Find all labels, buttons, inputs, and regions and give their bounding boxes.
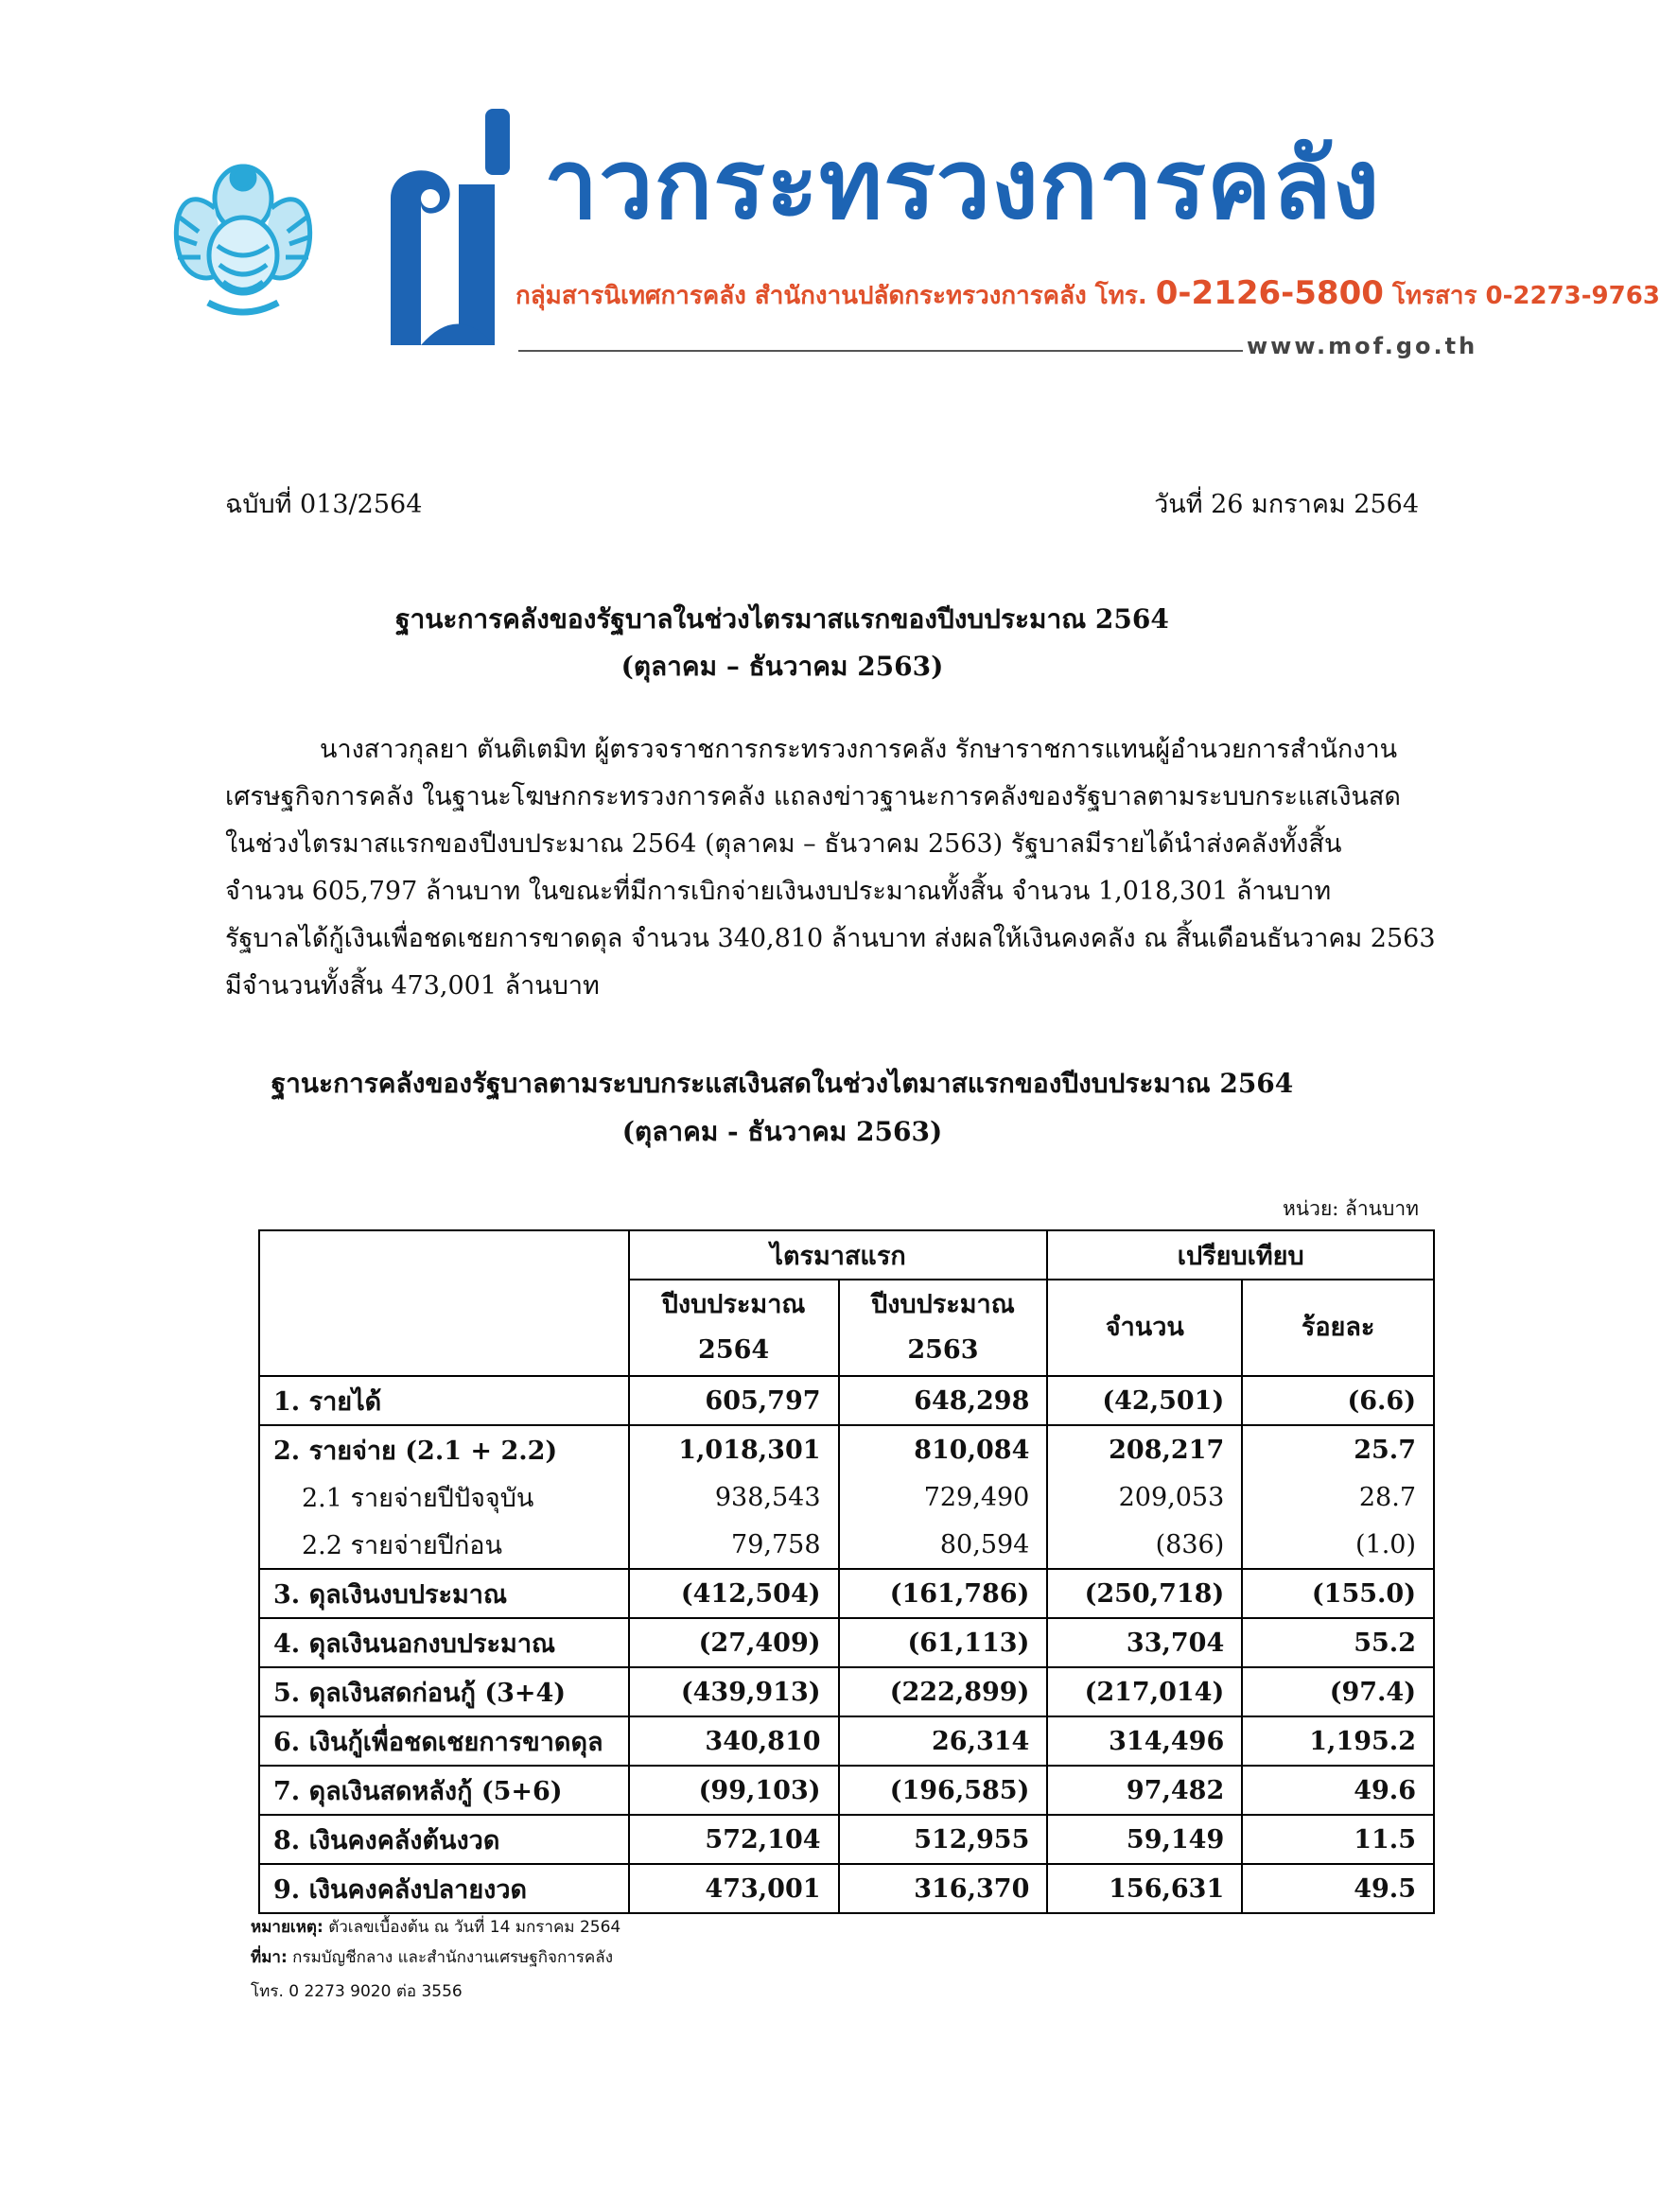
table-title-line2: (ตุลาคม - ธันวาคม 2563) [621, 1116, 943, 1147]
cell-amount: 59,149 [1047, 1815, 1242, 1864]
row-label: 4. ดุลเงินนอกงบประมาณ [259, 1618, 629, 1667]
body-line: นางสาวกุลยา ตันติเตมิท ผู้ตรวจราชการกระทรวงการคลัง รักษาราชการแทนผู้อำนวยการสำนักงาน [320, 735, 1398, 764]
table-row [259, 1569, 1434, 1618]
table-row [259, 1425, 1434, 1473]
garuda-emblem-icon [161, 142, 326, 322]
table-row [259, 1521, 1434, 1569]
cell-fy2563: 80,594 [839, 1521, 1048, 1569]
col-header-fy2564 [629, 1280, 839, 1376]
source-text: กรมบัญชีกลาง และสำนักงานเศรษฐกิจการคลัง [292, 1948, 614, 1967]
col-header-text: ปีงบประมาณ [661, 1290, 806, 1319]
cell-amount: 156,631 [1047, 1864, 1242, 1913]
body-line: มีจำนวนทั้งสิ้น 473,001 ล้านบาท [225, 971, 600, 1001]
row-label: 8. เงินคงคลังต้นงวด [259, 1815, 629, 1864]
cell-fy2564: 473,001 [629, 1864, 839, 1913]
cell-percent: (6.6) [1242, 1376, 1434, 1425]
group-header-compare: เปรียบเทียบ [1047, 1230, 1434, 1280]
source-note [251, 1944, 613, 1970]
letterhead-divider [518, 350, 1243, 352]
table-title-line1: ฐานะการคลังของรัฐบาลตามระบบกระแสเงินสดในช่วงไตมาสแรกของปีงบประมาณ 2564 [271, 1068, 1294, 1099]
cell-amount: (42,501) [1047, 1376, 1242, 1425]
table-row [259, 1473, 1434, 1521]
cell-percent: (155.0) [1242, 1569, 1434, 1618]
cell-amount: 208,217 [1047, 1425, 1242, 1473]
cell-amount: 209,053 [1047, 1473, 1242, 1521]
group-header-quarter: ไตรมาสแรก [629, 1230, 1048, 1280]
row-label: 2. รายจ่าย (2.1 + 2.2) [259, 1425, 629, 1473]
cell-amount: 33,704 [1047, 1618, 1242, 1667]
cell-fy2563: 512,955 [839, 1815, 1048, 1864]
cell-fy2564: (412,504) [629, 1569, 839, 1618]
col-header-percent: ร้อยละ [1242, 1280, 1434, 1376]
cell-amount: (217,014) [1047, 1667, 1242, 1716]
remark-note [251, 1914, 620, 1940]
issue-number: ฉบับที่ 013/2564 [225, 490, 423, 519]
letterhead-subtitle [515, 270, 1660, 316]
cell-percent: 49.6 [1242, 1766, 1434, 1815]
cell-percent: (97.4) [1242, 1667, 1434, 1716]
source-label: ที่มา: [251, 1948, 288, 1967]
col-header-year: 2563 [907, 1335, 979, 1365]
body-line: รัฐบาลได้กู้เงินเพื่อชดเชยการขาดดุล จำนวน 340,810 ล้านบาท ส่งผลให้เงินคงคลัง ณ สิ้นเดือนธันวาคม 2563 [225, 924, 1436, 953]
cell-fy2564: (439,913) [629, 1667, 839, 1716]
table-row [259, 1716, 1434, 1766]
subtitle-fax: โทรสาร 0-2273-9763 [1391, 282, 1660, 310]
newsletter-title: าวกระทรวงการคลัง [544, 129, 1381, 241]
cell-fy2564: 1,018,301 [629, 1425, 839, 1473]
cell-percent: 1,195.2 [1242, 1716, 1434, 1766]
row-label: 2.2 รายจ่ายปีก่อน [259, 1521, 629, 1569]
remark-label: หมายเหตุ: [251, 1918, 323, 1937]
row-label: 5. ดุลเงินสดก่อนกู้ (3+4) [259, 1667, 629, 1716]
cell-amount: 314,496 [1047, 1716, 1242, 1766]
table-row [259, 1815, 1434, 1864]
headline-line2: (ตุลาคม – ธันวาคม 2563) [620, 651, 944, 682]
col-header-fy2563 [839, 1280, 1048, 1376]
remark-text: ตัวเลขเบื้องต้น ณ วันที่ 14 มกราคม 2564 [328, 1918, 621, 1937]
cell-fy2563: 729,490 [839, 1473, 1048, 1521]
cell-fy2564: 938,543 [629, 1473, 839, 1521]
logo-letter-kho-icon [364, 109, 530, 345]
table-row [259, 1864, 1434, 1913]
row-label: 2.1 รายจ่ายปีปัจจุบัน [259, 1473, 629, 1521]
cell-fy2563: (61,113) [839, 1618, 1048, 1667]
cell-percent: 55.2 [1242, 1618, 1434, 1667]
cell-fy2564: 79,758 [629, 1521, 839, 1569]
body-paragraph [225, 726, 1436, 1010]
cell-percent: 25.7 [1242, 1425, 1434, 1473]
cell-amount: (836) [1047, 1521, 1242, 1569]
table-corner-cell [259, 1230, 629, 1376]
subtitle-office: กลุ่มสารนิเทศการคลัง สำนักงานปลัดกระทรวงการคลัง โทร. [515, 282, 1147, 310]
row-label: 7. ดุลเงินสดหลังกู้ (5+6) [259, 1766, 629, 1815]
body-line: เศรษฐกิจการคลัง ในฐานะโฆษกกระทรวงการคลัง แถลงข่าวฐานะการคลังของรัฐบาลตามระบบกระแสเงินสด [225, 782, 1401, 811]
table-row [259, 1766, 1434, 1815]
cell-fy2563: 316,370 [839, 1864, 1048, 1913]
row-label: 1. รายได้ [259, 1376, 629, 1425]
unit-label: หน่วย: ล้านบาท [1282, 1197, 1419, 1220]
cell-amount: (250,718) [1047, 1569, 1242, 1618]
cell-fy2563: (222,899) [839, 1667, 1048, 1716]
cell-fy2563: 648,298 [839, 1376, 1048, 1425]
col-header-amount: จำนวน [1047, 1280, 1242, 1376]
cell-amount: 97,482 [1047, 1766, 1242, 1815]
cell-percent: (1.0) [1242, 1521, 1434, 1569]
contact-phone: โทร. 0 2273 9020 ต่อ 3556 [251, 1982, 463, 2001]
cell-fy2564: (27,409) [629, 1618, 839, 1667]
row-label: 6. เงินกู้เพื่อชดเชยการขาดดุล [259, 1716, 629, 1766]
cell-fy2563: 26,314 [839, 1716, 1048, 1766]
subtitle-phone: 0-2126-5800 [1155, 274, 1384, 312]
table-row [259, 1667, 1434, 1716]
cell-fy2563: (196,585) [839, 1766, 1048, 1815]
cell-percent: 11.5 [1242, 1815, 1434, 1864]
col-header-text: ปีงบประมาณ [871, 1290, 1015, 1319]
headline-line1: ฐานะการคลังของรัฐบาลในช่วงไตรมาสแรกของปีงบประมาณ 2564 [395, 603, 1169, 635]
website-link[interactable]: www.mof.go.th [1247, 333, 1478, 359]
cell-fy2564: 605,797 [629, 1376, 839, 1425]
table-row [259, 1618, 1434, 1667]
row-label: 3. ดุลเงินงบประมาณ [259, 1569, 629, 1618]
row-label: 9. เงินคงคลังปลายงวด [259, 1864, 629, 1913]
issue-date: วันที่ 26 มกราคม 2564 [1154, 490, 1419, 519]
cell-fy2563: (161,786) [839, 1569, 1048, 1618]
cell-fy2564: 340,810 [629, 1716, 839, 1766]
cell-percent: 49.5 [1242, 1864, 1434, 1913]
col-header-year: 2564 [698, 1335, 770, 1365]
cell-fy2563: 810,084 [839, 1425, 1048, 1473]
fiscal-position-table [258, 1229, 1435, 1914]
body-line: ในช่วงไตรมาสแรกของปีงบประมาณ 2564 (ตุลาคม – ธันวาคม 2563) รัฐบาลมีรายได้นำส่งคลังทั้งสิ้น [225, 829, 1342, 859]
cell-percent: 28.7 [1242, 1473, 1434, 1521]
cell-fy2564: (99,103) [629, 1766, 839, 1815]
cell-fy2564: 572,104 [629, 1815, 839, 1864]
body-line: จำนวน 605,797 ล้านบาท ในขณะที่มีการเบิกจ่ายเงินงบประมาณทั้งสิ้น จำนวน 1,018,301 ล้านบาท [225, 877, 1332, 906]
table-row [259, 1376, 1434, 1425]
